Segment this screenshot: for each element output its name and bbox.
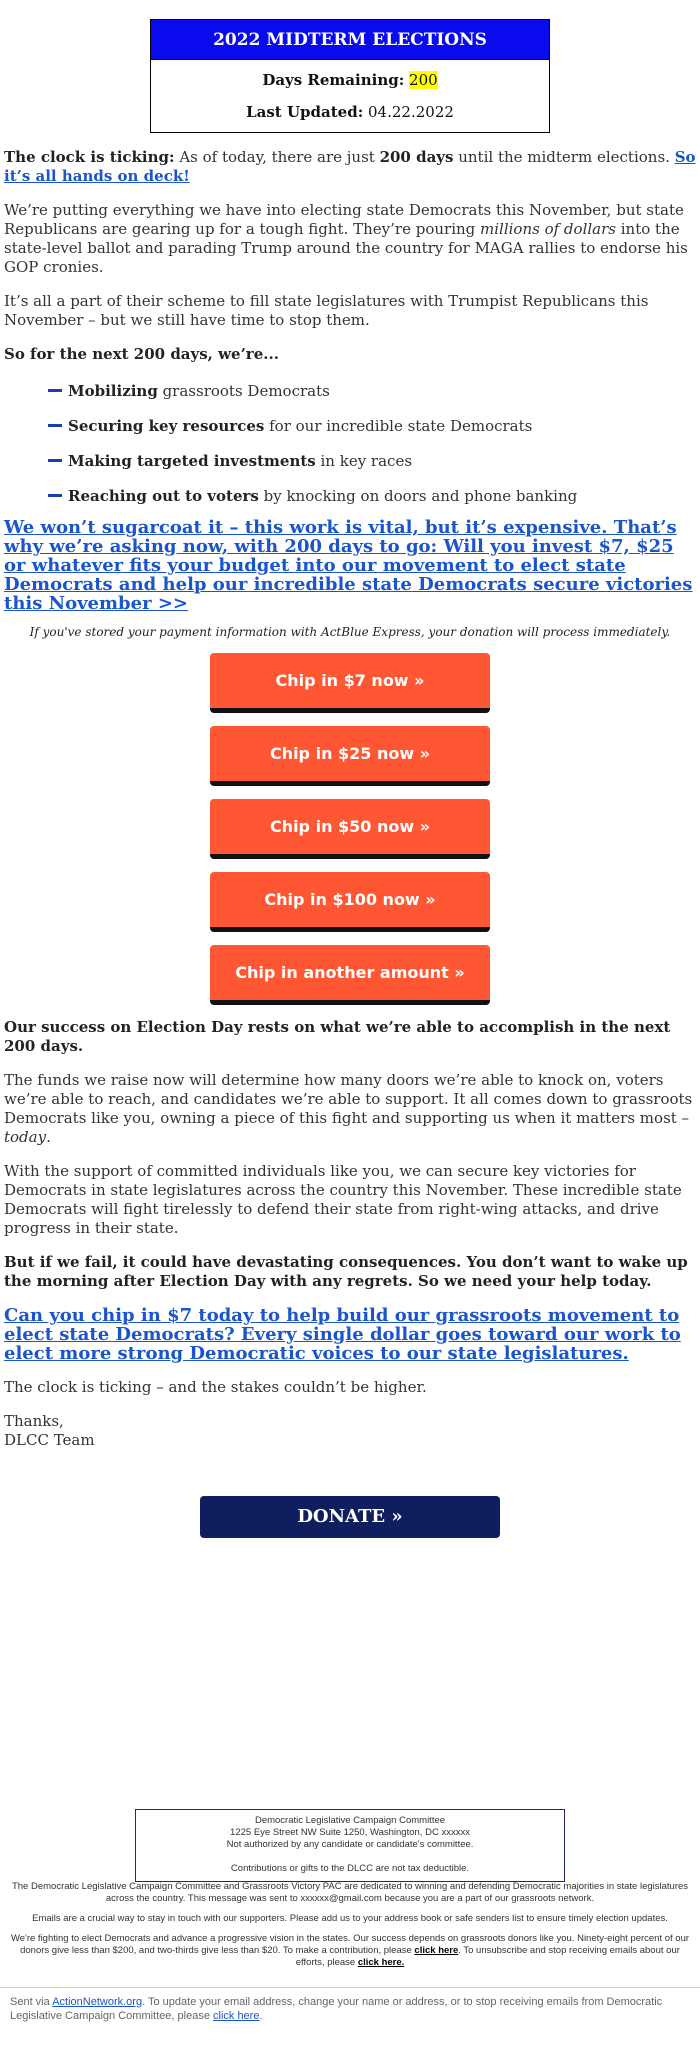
contribute-link[interactable]: click here bbox=[414, 1945, 459, 1956]
dash-icon bbox=[48, 459, 62, 462]
chip-100-button[interactable]: Chip in $100 now » bbox=[210, 872, 490, 932]
update-email-link[interactable]: click here bbox=[213, 2010, 260, 2022]
funds-text: The funds we raise now will determine how many doors we’re able to knock on, voters we’re able to reach, and candidates we’re able to support. It all comes down to grassroots Democrats like you, owning a piece of this fight and supporting us when it matters most – bbox=[4, 1071, 693, 1127]
donate-button[interactable]: DONATE » bbox=[200, 1496, 500, 1538]
list-item bbox=[48, 452, 696, 471]
gop-text-1: We’re putting everything we have into electing state Democrats this November, but state Republicans are gearing up for a tough fight. They’re pouring bbox=[4, 201, 684, 238]
intro-text-2: until the midterm elections. bbox=[453, 148, 675, 166]
dash-icon bbox=[48, 424, 62, 427]
signature: DLCC Team bbox=[4, 1431, 95, 1449]
header-title: 2022 MIDTERM ELECTIONS bbox=[151, 20, 549, 60]
updated-value: 04.22.2022 bbox=[368, 103, 454, 121]
days-remaining bbox=[151, 64, 549, 96]
actblue-note: If you've stored your payment information with ActBlue Express, your donation will process immediately. bbox=[29, 625, 671, 639]
chip-in-link[interactable]: Can you chip in $7 today to help build our grassroots movement to elect state Democrats? Every single dollar goes toward our work to elect more strong Democratic voices to our state legislatures. bbox=[4, 1305, 681, 1364]
fail-paragraph: But if we fail, it could have devastating consequences. You don’t want to wake up the morning after Election Day with any regrets. So we need your help today. bbox=[4, 1253, 688, 1290]
footer-tax: Contributions or gifts to the DLCC are not tax deductible. bbox=[230, 1863, 470, 1874]
gop-paragraph bbox=[4, 201, 696, 277]
gop-text-2: into the state-level ballot and parading Trump around the country for MAGA rallies to endorse his GOP cronies. bbox=[4, 220, 688, 276]
dash-icon bbox=[48, 389, 62, 392]
unsubscribe-link[interactable]: click here. bbox=[357, 1957, 405, 1968]
funds-end: . bbox=[46, 1128, 51, 1146]
appeal-link[interactable]: We won’t sugarcoat it – this work is vital, but it’s expensive. That’s why we’re asking now, with 200 days to go: Will you invest $7, $25 or whatever fits your budget into our movement to elect state Democrats and help our incredible state Democrats secure victories this November >> bbox=[4, 517, 693, 614]
last-updated bbox=[151, 96, 549, 128]
signoff: Thanks, bbox=[4, 1412, 64, 1430]
updated-label: Last Updated: bbox=[246, 103, 364, 121]
list-item-text: in key races bbox=[315, 452, 413, 470]
chip-7-button[interactable]: Chip in $7 now » bbox=[210, 653, 490, 713]
countdown-box bbox=[150, 19, 550, 133]
intro-days: 200 days bbox=[379, 148, 454, 166]
footer-org: Democratic Legislative Campaign Committee bbox=[254, 1815, 446, 1826]
footer-dedicated: The Democratic Legislative Campaign Committee and Grassroots Victory PAC are dedicated to winning and defending Democratic majorities in state legislatures across the country. This message was sent to xxxxxx@gmail.com because you are a part of our grassroots network. bbox=[11, 1881, 689, 1904]
dash-icon bbox=[48, 494, 62, 497]
sent-rest-text: . To update your email address, change your name or address, or to stop receiving emails from Democratic Legislative Campaign Committee, please bbox=[10, 1996, 663, 2022]
closing-line: The clock is ticking – and the stakes couldn’t be higher. bbox=[4, 1378, 427, 1396]
intro-paragraph bbox=[4, 148, 696, 186]
list-item-bold: Mobilizing bbox=[68, 382, 158, 400]
sent-via-text: Sent via bbox=[10, 1996, 53, 2008]
chip-50-button[interactable]: Chip in $50 now » bbox=[210, 799, 490, 859]
support-paragraph: With the support of committed individuals like you, we can secure key victories for Democrats in state legislatures across the country this November. These incredible state Democrats will fight tirelessly to defend their state from right-wing attacks, and drive progress in their state. bbox=[4, 1162, 682, 1237]
action-network-link[interactable]: ActionNetwork.org bbox=[52, 1996, 143, 2008]
funds-paragraph bbox=[4, 1071, 696, 1147]
chip-other-button[interactable]: Chip in another amount » bbox=[210, 945, 490, 1005]
funds-italic: today bbox=[4, 1128, 47, 1146]
list-item bbox=[48, 382, 696, 401]
footer-address-box bbox=[135, 1809, 565, 1882]
list-item-bold: Making targeted investments bbox=[68, 452, 316, 470]
success-heading: Our success on Election Day rests on what we’re able to accomplish in the next 200 days. bbox=[4, 1018, 671, 1055]
gop-italic: millions of dollars bbox=[480, 220, 616, 238]
footer-fighting-text-2: . To unsubscribe and stop receiving emails about our efforts, please bbox=[295, 1945, 680, 1968]
list-item-text: grassroots Democrats bbox=[157, 382, 330, 400]
days-value: 200 bbox=[409, 71, 438, 89]
list-item-bold: Securing key resources bbox=[68, 417, 265, 435]
sent-via bbox=[10, 1995, 690, 2023]
footer-address: 1225 Eye Street NW Suite 1250, Washington, DC xxxxxx bbox=[230, 1827, 470, 1838]
intro-text-1: As of today, there are just bbox=[174, 148, 380, 166]
all-hands-link[interactable]: So it’s all hands on deck! bbox=[4, 148, 696, 185]
chip-button-list bbox=[4, 653, 696, 1005]
footer-fighting-text-1: We're fighting to elect Democrats and advance a progressive vision in the states. Our success depends on grassroots donors like you. Ninety-eight percent of our donors give less than $200, and two-thirds give less than $20. To make a contribution, please bbox=[10, 1933, 690, 1956]
intro-lead: The clock is ticking: bbox=[4, 148, 175, 166]
list-item-text: for our incredible state Democrats bbox=[264, 417, 533, 435]
sent-end-text: . bbox=[259, 2010, 263, 2022]
list-item-text: by knocking on doors and phone banking bbox=[258, 487, 578, 505]
chip-25-button[interactable]: Chip in $25 now » bbox=[210, 726, 490, 786]
list-item bbox=[48, 417, 696, 436]
footer-fighting bbox=[6, 1933, 694, 1969]
list-item bbox=[48, 487, 696, 506]
days-label: Days Remaining: bbox=[262, 71, 405, 89]
footer-emails: Emails are a crucial way to stay in touch with our supporters. Please add us to your address book or safe senders list to ensure timely election updates. bbox=[32, 1913, 668, 1924]
scheme-paragraph: It’s all a part of their scheme to fill state legislatures with Trumpist Republicans this November – but we still have time to stop them. bbox=[4, 292, 649, 329]
list-intro: So for the next 200 days, we’re... bbox=[4, 345, 279, 363]
footer-divider bbox=[0, 1987, 700, 1988]
footer-auth: Not authorized by any candidate or candidate's committee. bbox=[226, 1839, 474, 1850]
list-item-bold: Reaching out to voters bbox=[68, 487, 259, 505]
action-list bbox=[48, 382, 696, 506]
